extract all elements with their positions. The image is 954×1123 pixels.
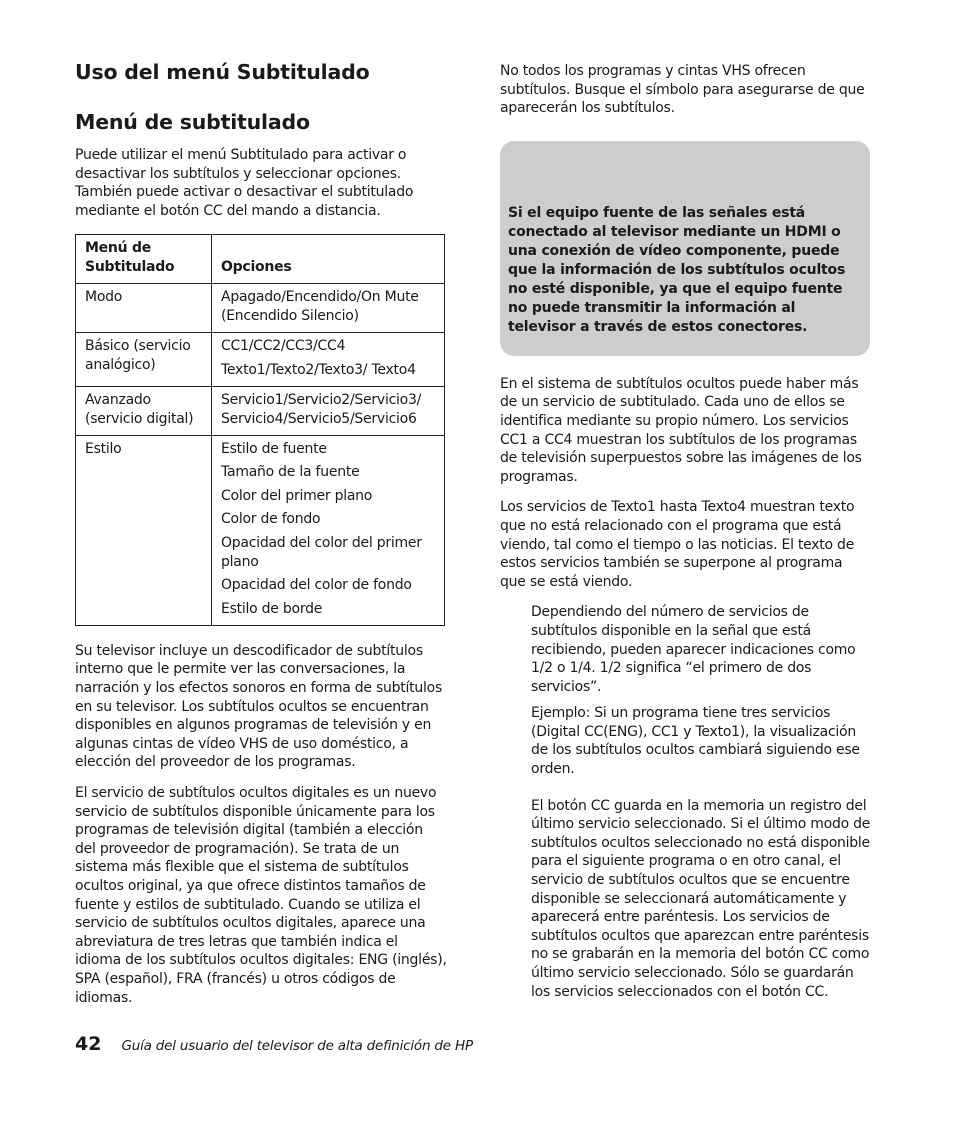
option-value: Estilo de borde (221, 600, 323, 617)
option-value: CC1/CC2/CC3/CC4 (221, 338, 346, 355)
option-value: Tamaño de la fuente (221, 464, 360, 481)
row-options (212, 333, 445, 387)
page-number: 42 (75, 1033, 102, 1055)
subsection-heading: Menú de subtitulado (75, 110, 310, 134)
row-options (212, 435, 445, 625)
example-paragraph: Ejemplo: Si un programa tiene tres servicios (Digital CC(ENG), CC1 y Texto1), la visualización de los subtítulos ocultos cambiará siguiendo ese orden. (531, 705, 860, 778)
table-row (76, 435, 445, 625)
table-header-options: Opciones (212, 235, 445, 284)
options-table (75, 234, 445, 626)
table-header-row (76, 235, 445, 284)
decoder-paragraph: Su televisor incluye un descodificador de subtítulos interno que le permite ver las conversaciones, la narración y los efectos sonoros en forma de subtítulos en su televisor. Los subtítulos ocultos se encuentran disponibles en algunos programas de televisión y en algunas cintas de vídeo VHS de uso doméstico, a elección del proveedor de los programas. (75, 642, 443, 771)
row-options (212, 284, 445, 333)
option-value: Texto1/Texto2/Texto3/ Texto4 (221, 361, 416, 378)
option-value: Color de fondo (221, 511, 321, 528)
intro-paragraph: Puede utilizar el menú Subtitulado para activar o desactivar los subtítulos y seleccionar opciones. También puede activar o desactivar el subtitulado mediante el botón CC del mando a distancia. (75, 147, 414, 219)
row-options (212, 386, 445, 435)
page-footer (75, 1033, 473, 1055)
footer-title: Guía del usuario del televisor de alta definición de HP (121, 1038, 473, 1054)
section-heading: Uso del menú Subtitulado (75, 60, 370, 84)
option-value: Estilo de fuente (221, 440, 327, 457)
table-row (76, 284, 445, 333)
cc-button-paragraph: El botón CC guarda en la memoria un registro del último servicio seleccionado. Si el último modo de subtítulos ocultos seleccionado no está disponible para el siguiente programa o en otro canal, el servicio de subtítulos ocultos que se encuentre disponible se seleccionará automáticamente y aparecerá entre paréntesis. Los servicios de subtítulos ocultos que aparezcan entre paréntesis no se grabarán en la memoria del botón CC como último servicio seleccionado. Sólo se guardarán los servicios seleccionados con el botón CC. (531, 797, 871, 1000)
digital-cc-paragraph: El servicio de subtítulos ocultos digitales es un nuevo servicio de subtítulos disponible únicamente para los programas de televisión digital (también a elección del proveedor de programación). Se trata de un sistema más flexible que el sistema de subtítulos ocultos original, ya que ofrece distintos tamaños de fuente y estilos de subtitulado. Cuando se utiliza el servicio de subtítulos ocultos digitales, aparece una abreviatura de tres letras que también indica el idioma de los subtítulos ocultos digitales: ENG (inglés), SPA (español), FRA (francés) u otros códigos de idiomas. (75, 785, 447, 1006)
row-label: Básico (servicio analógico) (76, 333, 212, 387)
row-label: Avanzado (servicio digital) (76, 386, 212, 435)
option-value: Apagado/Encendido/On Mute (Encendido Silencio) (221, 289, 419, 325)
option-value: Servicio1/Servicio2/Servicio3/ Servicio4/Servicio5/Servicio6 (221, 391, 422, 427)
right-column (500, 62, 872, 1001)
vhs-paragraph: No todos los programas y cintas VHS ofrecen subtítulos. Busque el símbolo para asegurarse de que aparecerán los subtítulos. (500, 63, 865, 117)
option-value: Opacidad del color de fondo (221, 577, 412, 594)
table-header-menu: Menú de Subtitulado (76, 235, 212, 284)
table-row (76, 333, 445, 387)
option-value: Opacidad del color del primer plano (221, 534, 422, 570)
row-label: Modo (76, 284, 212, 333)
table-row (76, 386, 445, 435)
note-text: Si el equipo fuente de las señales está conectado al televisor mediante un HDMI o una conexión de vídeo componente, puede que la información de los subtítulos ocultos no esté disponible, ya que el equipo fuente no puede transmitir la información al televisor a través de estos conectores. (508, 204, 846, 335)
left-column (75, 58, 447, 1007)
row-label: Estilo (76, 435, 212, 625)
text-services-paragraph: Los servicios de Texto1 hasta Texto4 muestran texto que no está relacionado con el programa que está viendo, tal como el tiempo o las noticias. El texto de estos servicios también se superpone al programa que se está viendo. (500, 499, 855, 590)
indicator-paragraph: Dependiendo del número de servicios de subtítulos disponible en la señal que está recibiendo, pueden aparecer indicaciones como 1/2 o 1/4. 1/2 significa “el primero de dos servicios”. (531, 604, 856, 695)
option-value: Color del primer plano (221, 487, 373, 504)
services-paragraph: En el sistema de subtítulos ocultos puede haber más de un servicio de subtitulado. Cada uno de ellos se identifica mediante su propio número. Los servicios CC1 a CC4 muestran los subtítulos de los programas de televisión superpuestos sobre las imágenes de los programas. (500, 375, 862, 485)
note-box (500, 141, 870, 356)
